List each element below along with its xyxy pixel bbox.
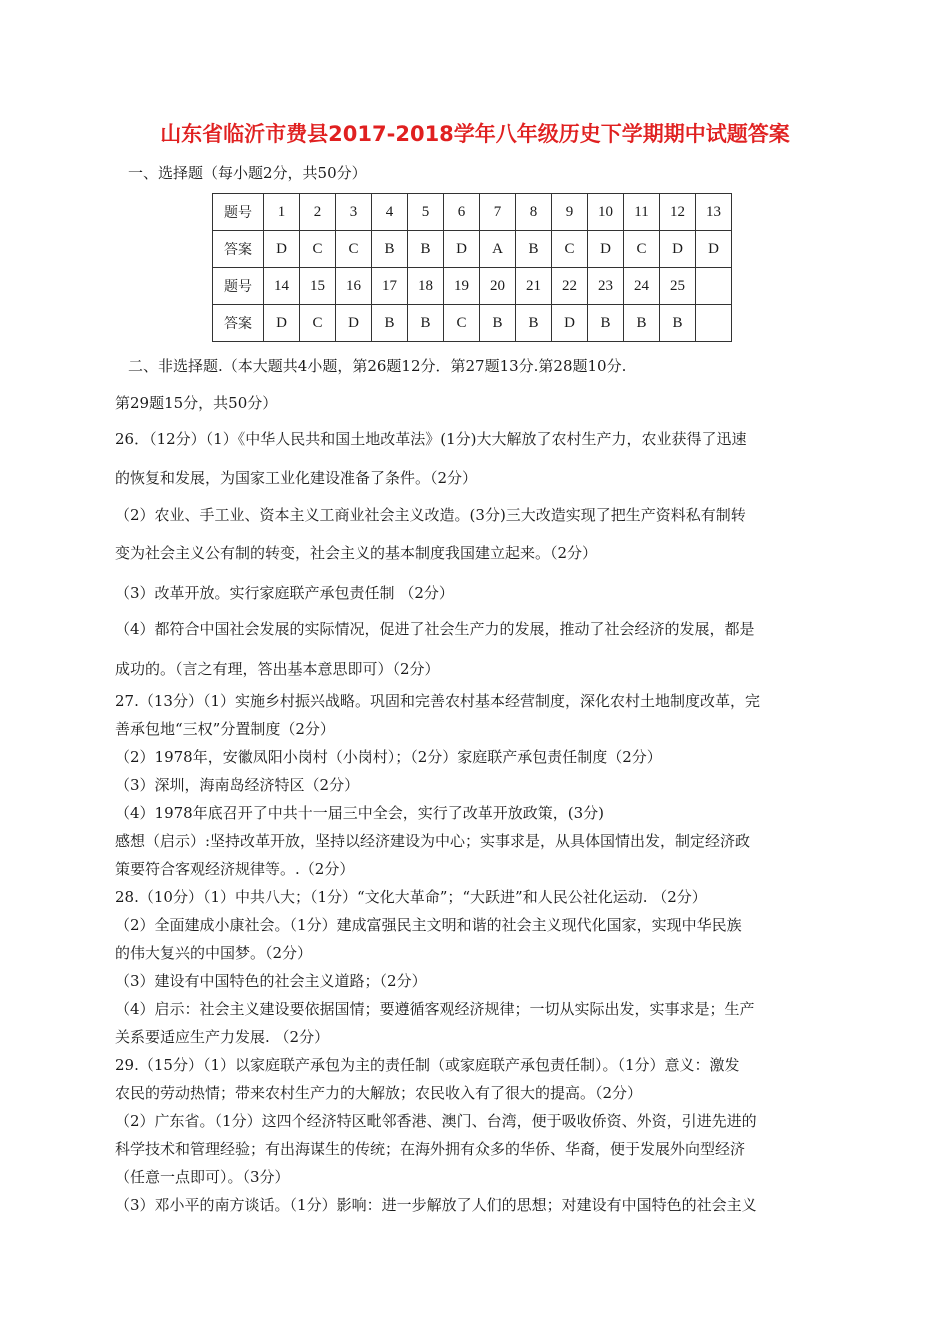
question-number-cell: 1: [264, 194, 300, 231]
answer-text-line: （4）1978年底召开了中共十一届三中全会，实行了改革开放政策，(3分): [115, 804, 604, 822]
row-label: 题号: [213, 268, 264, 305]
answer-text-line: （4）都符合中国社会发展的实际情况，促进了社会生产力的发展，推动了社会经济的发展，都是: [115, 620, 755, 638]
answer-text-line: （3）深圳，海南岛经济特区（2分）: [115, 776, 360, 794]
answer-cell: D: [264, 231, 300, 268]
row-label: 答案: [213, 305, 264, 342]
question-number-cell: 12: [660, 194, 696, 231]
answer-cell: B: [372, 231, 408, 268]
question-number-cell: 13: [696, 194, 732, 231]
answer-text-line: （2）1978年，安徽凤阳小岗村（小岗村）；（2分）家庭联产承包责任制度（2分）: [115, 748, 662, 766]
section1-heading: 一、选择题（每小题2分，共50分）: [128, 164, 367, 182]
question-number-cell: 5: [408, 194, 444, 231]
question-number-cell: 19: [444, 268, 480, 305]
question-number-cell: 22: [552, 268, 588, 305]
answer-cell: C: [336, 231, 372, 268]
answer-text-line: 28.（10分）（1）中共八大；（1分）“文化大革命”；“大跃进”和人民公社化运动. （2分）: [115, 888, 707, 906]
question-number-cell: 21: [516, 268, 552, 305]
answer-text-line: （3）改革开放。实行家庭联产承包责任制 （2分）: [115, 584, 454, 602]
question-number-row: [213, 268, 732, 305]
answer-cell: D: [552, 305, 588, 342]
document-title: 山东省临沂市费县2017-2018学年八年级历史下学期期中试题答案: [160, 122, 790, 146]
question-number-cell: 18: [408, 268, 444, 305]
question-number-cell: 14: [264, 268, 300, 305]
question-number-cell: 11: [624, 194, 660, 231]
answer-cell: D: [264, 305, 300, 342]
question-number-cell: 7: [480, 194, 516, 231]
answer-cell: C: [300, 231, 336, 268]
answer-text-line: （3）建设有中国特色的社会主义道路；（2分）: [115, 972, 427, 990]
row-label: 题号: [213, 194, 264, 231]
answer-text-line: （2）全面建成小康社会。（1分）建成富强民主文明和谐的社会主义现代化国家，实现中华民族: [115, 916, 742, 934]
answer-cell: B: [480, 305, 516, 342]
answer-cell: D: [336, 305, 372, 342]
answer-cell: B: [516, 305, 552, 342]
answer-text-line: 关系要适应生产力发展. （2分）: [115, 1028, 330, 1046]
answer-cell: D: [660, 231, 696, 268]
question-number-cell: 4: [372, 194, 408, 231]
section2-heading: 二、非选择题.（本大题共4小题，第26题12分．第27题13分.第28题10分.: [128, 357, 627, 375]
question-number-cell: 6: [444, 194, 480, 231]
answer-table: [212, 193, 732, 342]
question-number-cell: 8: [516, 194, 552, 231]
answer-text-line: 策要符合客观经济规律等。.（2分）: [115, 860, 355, 878]
question-number-cell: 16: [336, 268, 372, 305]
answer-text-line: 变为社会主义公有制的转变，社会主义的基本制度我国建立起来。（2分）: [115, 544, 598, 562]
question-number-cell: 20: [480, 268, 516, 305]
answer-text-line: 的恢复和发展，为国家工业化建设准备了条件。（2分）: [115, 469, 478, 487]
answer-cell: A: [480, 231, 516, 268]
answer-text-line: （2）农业、手工业、资本主义工商业社会主义改造。(3分)三大改造实现了把生产资料私有制转: [115, 506, 746, 524]
answer-cell: B: [516, 231, 552, 268]
answer-text-line: 26．（12分）（1）《中华人民共和国土地改革法》(1分)大大解放了农村生产力，农业获得了迅速: [115, 430, 747, 448]
answer-row: [213, 231, 732, 268]
answer-text-line: 29.（15分）（1）以家庭联产承包为主的责任制（或家庭联产承包责任制）。（1分）意义：激发: [115, 1056, 740, 1074]
question-number-cell: 24: [624, 268, 660, 305]
answer-text-line: 感想（启示）:坚持改革开放，坚持以经济建设为中心；实事求是，从具体国情出发，制定经济政: [115, 832, 751, 850]
question-number-cell: 17: [372, 268, 408, 305]
answer-text-line: （2）广东省。（1分）这四个经济特区毗邻香港、澳门、台湾，便于吸收侨资、外资，引进先进的: [115, 1112, 757, 1130]
question-number-cell: 2: [300, 194, 336, 231]
answer-cell: C: [624, 231, 660, 268]
question-number-cell: 25: [660, 268, 696, 305]
answer-text-line: 27.（13分）（1）实施乡村振兴战略。巩固和完善农村基本经营制度，深化农村土地制度改革，完: [115, 692, 760, 710]
answer-text-line: 科学技术和管理经验；有出海谋生的传统；在海外拥有众多的华侨、华裔，便于发展外向型经济: [115, 1140, 746, 1158]
answer-text-line: 的伟大复兴的中国梦。（2分）: [115, 944, 313, 962]
question-number-row: [213, 194, 732, 231]
answer-cell: B: [408, 231, 444, 268]
question-number-cell: 23: [588, 268, 624, 305]
answer-cell: C: [300, 305, 336, 342]
question-number-cell: 3: [336, 194, 372, 231]
question-number-cell: 10: [588, 194, 624, 231]
answer-text-line: 善承包地“三权”分置制度（2分）: [115, 720, 335, 738]
row-label: 答案: [213, 231, 264, 268]
answer-cell: D: [696, 231, 732, 268]
answer-text-line: （4）启示：社会主义建设要依据国情；要遵循客观经济规律；一切从实际出发，实事求是；生产: [115, 1000, 755, 1018]
question-number-cell: [696, 268, 732, 305]
answer-cell: B: [660, 305, 696, 342]
answer-cell: B: [408, 305, 444, 342]
answer-cell: B: [588, 305, 624, 342]
answer-text-line: （任意一点即可）。（3分）: [115, 1168, 290, 1186]
answer-cell: D: [588, 231, 624, 268]
answer-cell: C: [552, 231, 588, 268]
answer-text-line: 农民的劳动热情；带来农村生产力的大解放；农民收入有了很大的提高。（2分）: [115, 1084, 643, 1102]
answer-cell: C: [444, 305, 480, 342]
answer-row: [213, 305, 732, 342]
answer-cell: [696, 305, 732, 342]
answer-text-line: （3）邓小平的南方谈话。（1分）影响：进一步解放了人们的思想；对建设有中国特色的社会主义: [115, 1196, 757, 1214]
answer-cell: B: [624, 305, 660, 342]
answer-cell: D: [444, 231, 480, 268]
question-number-cell: 9: [552, 194, 588, 231]
answer-text-line: 第29题15分，共50分）: [115, 394, 278, 412]
answer-cell: B: [372, 305, 408, 342]
question-number-cell: 15: [300, 268, 336, 305]
answer-text-line: 成功的。（言之有理，答出基本意思即可）（2分）: [115, 660, 440, 678]
